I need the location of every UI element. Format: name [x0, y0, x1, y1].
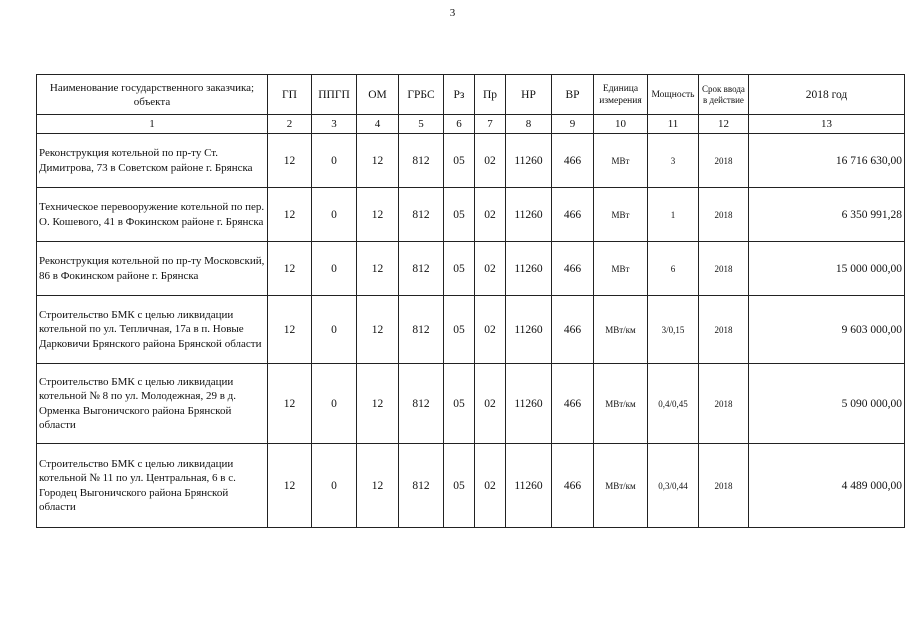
col-number: 13 [749, 115, 905, 134]
cell-gp: 12 [268, 364, 312, 444]
cell-rz: 05 [444, 296, 475, 364]
cell-power: 0,3/0,44 [648, 444, 699, 528]
cell-gp: 12 [268, 242, 312, 296]
cell-unit: МВт/км [594, 296, 648, 364]
cell-gp: 12 [268, 188, 312, 242]
col-header-ppgp: ППГП [312, 75, 357, 115]
cell-pr: 02 [475, 134, 506, 188]
cell-ppgp: 0 [312, 364, 357, 444]
cell-power: 0,4/0,45 [648, 364, 699, 444]
cell-grbs: 812 [399, 444, 444, 528]
cell-nr: 11260 [506, 134, 552, 188]
col-number: 6 [444, 115, 475, 134]
cell-vr: 466 [552, 242, 594, 296]
cell-year: 2018 [699, 188, 749, 242]
cell-grbs: 812 [399, 188, 444, 242]
cell-unit: МВт [594, 242, 648, 296]
cell-amount: 15 000 000,00 [749, 242, 905, 296]
cell-year: 2018 [699, 242, 749, 296]
cell-pr: 02 [475, 364, 506, 444]
table-row [37, 188, 905, 242]
budget-table [36, 74, 905, 528]
col-number: 11 [648, 115, 699, 134]
cell-amount: 6 350 991,28 [749, 188, 905, 242]
cell-year: 2018 [699, 444, 749, 528]
table-row [37, 242, 905, 296]
cell-power: 3/0,15 [648, 296, 699, 364]
cell-vr: 466 [552, 444, 594, 528]
cell-om: 12 [357, 296, 399, 364]
cell-name: Техническое перевооружение котельной по пер. О. Кошевого, 41 в Фокинском районе г. Брянска [37, 188, 268, 242]
col-header-year: Срок ввода в действие [699, 75, 749, 115]
page-number: 3 [449, 7, 456, 19]
col-header-power: Мощность [648, 75, 699, 115]
col-number: 2 [268, 115, 312, 134]
cell-nr: 11260 [506, 242, 552, 296]
cell-unit: МВт [594, 134, 648, 188]
col-number: 4 [357, 115, 399, 134]
cell-rz: 05 [444, 364, 475, 444]
col-number: 5 [399, 115, 444, 134]
cell-nr: 11260 [506, 444, 552, 528]
col-number: 7 [475, 115, 506, 134]
cell-vr: 466 [552, 134, 594, 188]
cell-rz: 05 [444, 134, 475, 188]
table-row [37, 444, 905, 528]
cell-power: 1 [648, 188, 699, 242]
cell-grbs: 812 [399, 296, 444, 364]
cell-vr: 466 [552, 296, 594, 364]
cell-nr: 11260 [506, 188, 552, 242]
cell-vr: 466 [552, 364, 594, 444]
cell-rz: 05 [444, 188, 475, 242]
cell-gp: 12 [268, 134, 312, 188]
table-row [37, 364, 905, 444]
cell-ppgp: 0 [312, 188, 357, 242]
cell-vr: 466 [552, 188, 594, 242]
column-number-row [37, 115, 905, 134]
cell-power: 6 [648, 242, 699, 296]
cell-unit: МВт/км [594, 364, 648, 444]
cell-amount: 16 716 630,00 [749, 134, 905, 188]
cell-grbs: 812 [399, 134, 444, 188]
cell-pr: 02 [475, 296, 506, 364]
cell-nr: 11260 [506, 296, 552, 364]
cell-year: 2018 [699, 364, 749, 444]
cell-rz: 05 [444, 242, 475, 296]
col-number: 9 [552, 115, 594, 134]
col-header-pr: Пр [475, 75, 506, 115]
col-header-unit: Единица измерения [594, 75, 648, 115]
cell-om: 12 [357, 188, 399, 242]
col-header-vr: ВР [552, 75, 594, 115]
cell-grbs: 812 [399, 242, 444, 296]
header-row [37, 75, 905, 115]
table-row [37, 296, 905, 364]
cell-unit: МВт [594, 188, 648, 242]
cell-amount: 5 090 000,00 [749, 364, 905, 444]
cell-name: Строительство БМК с целью ликвидации котельной № 11 по ул. Центральная, 6 в с. Городец Выгоничского района Брянской области [37, 444, 268, 528]
cell-ppgp: 0 [312, 296, 357, 364]
col-number: 1 [37, 115, 268, 134]
cell-pr: 02 [475, 444, 506, 528]
cell-name: Строительство БМК с целью ликвидации котельной по ул. Тепличная, 17а в п. Новые Дарковичи Брянского района Брянской области [37, 296, 268, 364]
cell-name: Реконструкция котельной по пр-ту Ст. Димитрова, 73 в Советском районе г. Брянска [37, 134, 268, 188]
col-number: 12 [699, 115, 749, 134]
col-header-grbs: ГРБС [399, 75, 444, 115]
cell-amount: 9 603 000,00 [749, 296, 905, 364]
col-number: 3 [312, 115, 357, 134]
cell-unit: МВт/км [594, 444, 648, 528]
cell-name: Строительство БМК с целью ликвидации котельной № 8 по ул. Молодежная, 29 в д. Орменка Выгоничского района Брянской области [37, 364, 268, 444]
cell-name: Реконструкция котельной по пр-ту Московский, 86 в Фокинском районе г. Брянска [37, 242, 268, 296]
cell-om: 12 [357, 134, 399, 188]
col-number: 10 [594, 115, 648, 134]
col-header-om: ОМ [357, 75, 399, 115]
col-header-gp: ГП [268, 75, 312, 115]
cell-gp: 12 [268, 444, 312, 528]
cell-ppgp: 0 [312, 242, 357, 296]
cell-gp: 12 [268, 296, 312, 364]
cell-amount: 4 489 000,00 [749, 444, 905, 528]
cell-om: 12 [357, 242, 399, 296]
cell-om: 12 [357, 364, 399, 444]
cell-ppgp: 0 [312, 444, 357, 528]
cell-power: 3 [648, 134, 699, 188]
col-header-amount: 2018 год [749, 75, 905, 115]
col-header-name: Наименование государственного заказчика; объекта [37, 75, 268, 115]
table-row [37, 134, 905, 188]
cell-rz: 05 [444, 444, 475, 528]
cell-om: 12 [357, 444, 399, 528]
cell-pr: 02 [475, 188, 506, 242]
col-header-rz: Рз [444, 75, 475, 115]
cell-nr: 11260 [506, 364, 552, 444]
cell-year: 2018 [699, 296, 749, 364]
col-header-nr: НР [506, 75, 552, 115]
cell-pr: 02 [475, 242, 506, 296]
col-number: 8 [506, 115, 552, 134]
cell-year: 2018 [699, 134, 749, 188]
cell-ppgp: 0 [312, 134, 357, 188]
cell-grbs: 812 [399, 364, 444, 444]
